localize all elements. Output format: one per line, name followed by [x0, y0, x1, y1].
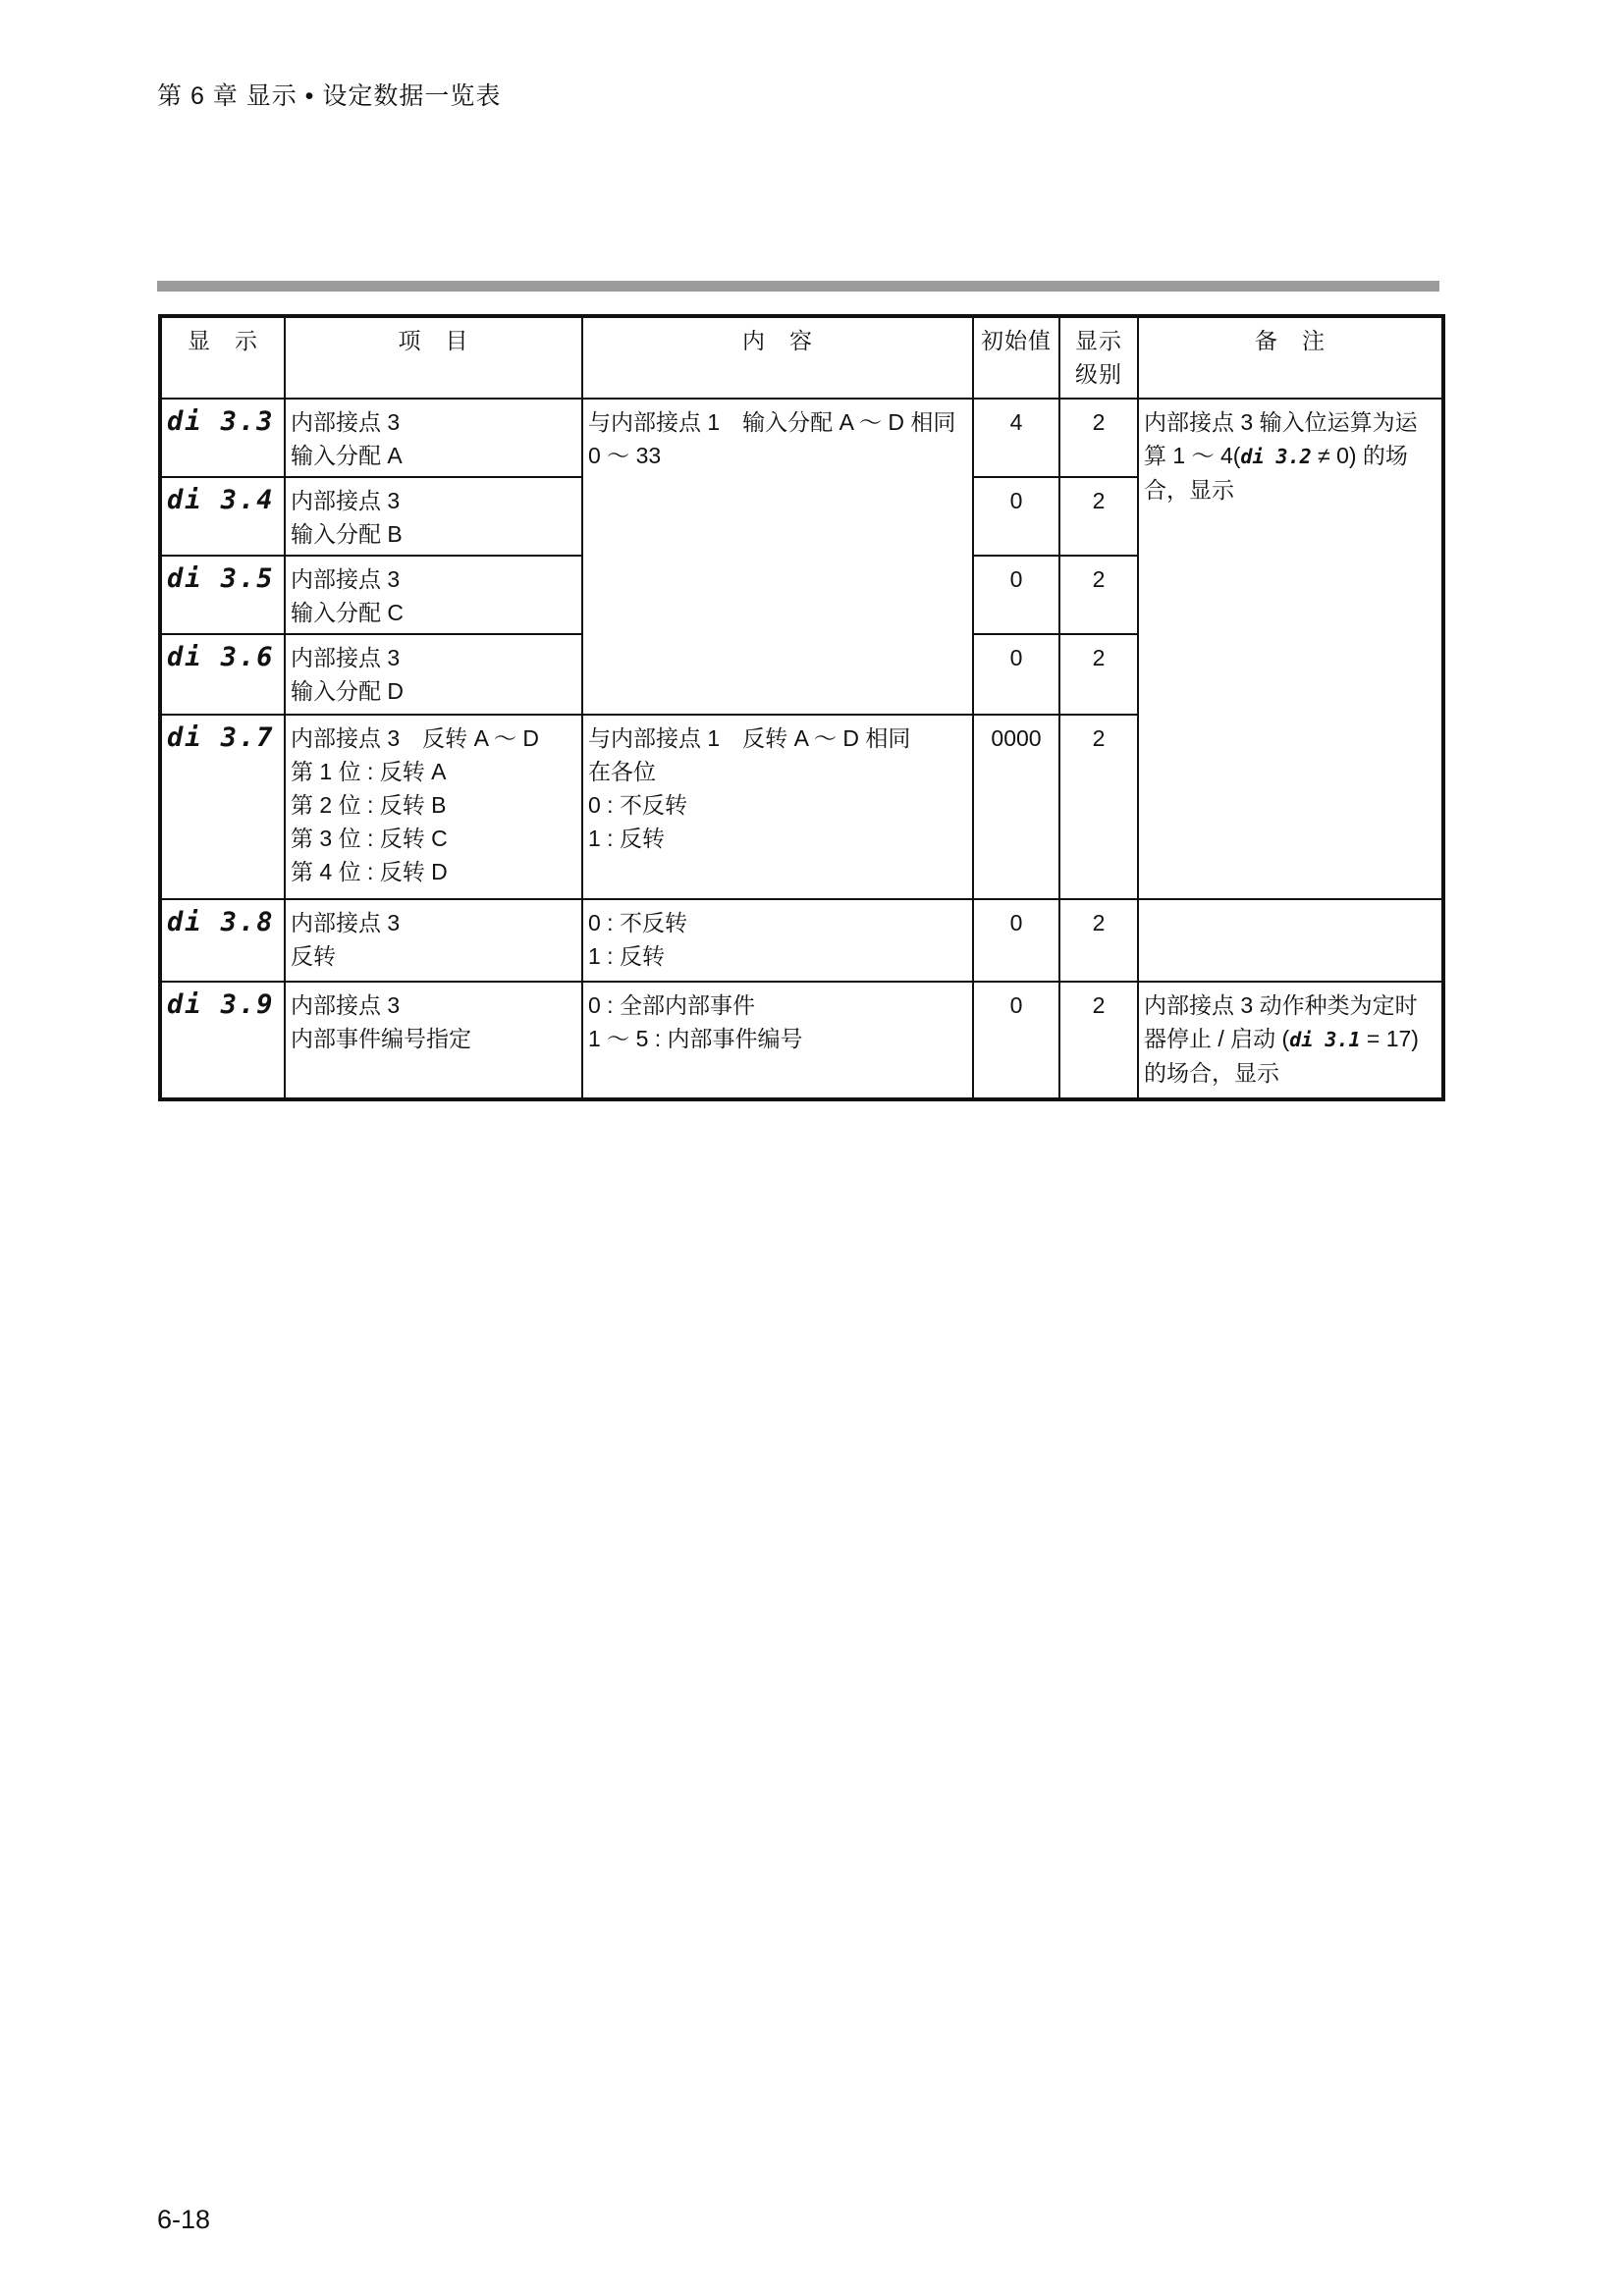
display-level-cell: 2	[1059, 982, 1138, 1099]
table-header-row	[160, 316, 1443, 399]
note-cell: 内部接点 3 动作种类为定时器停止 / 启动 (di 3.1 = 17) 的场合，显示	[1138, 982, 1443, 1099]
chapter-header: 第 6 章 显示 • 设定数据一览表	[157, 82, 502, 110]
table-row	[160, 899, 1443, 982]
initial-value-cell: 4	[973, 399, 1059, 477]
display-code: di 3.5	[160, 556, 285, 634]
page-number: 6-18	[157, 2205, 211, 2234]
item-cell: 内部接点 3 内部事件编号指定	[285, 982, 582, 1099]
content-cell: 与内部接点 1 反转 A ～ D 相同 在各位 0 : 不反转 1 : 反转	[582, 715, 973, 899]
settings-data-table	[158, 314, 1445, 1101]
display-level-cell: 2	[1059, 477, 1138, 556]
column-header-initial-value: 初始值	[973, 316, 1059, 399]
column-header-content: 内 容	[582, 316, 973, 399]
header-rule	[157, 281, 1439, 292]
display-code: di 3.4	[160, 477, 285, 556]
display-code: di 3.6	[160, 634, 285, 715]
display-level-cell: 2	[1059, 899, 1138, 982]
display-code: di 3.3	[160, 399, 285, 477]
display-code: di 3.8	[160, 899, 285, 982]
table-row	[160, 399, 1443, 477]
display-code: di 3.9	[160, 982, 285, 1099]
item-cell: 内部接点 3 输入分配 A	[285, 399, 582, 477]
initial-value-cell: 0	[973, 634, 1059, 715]
column-header-display-level: 显示 级别	[1059, 316, 1138, 399]
note-cell	[1138, 899, 1443, 982]
item-cell: 内部接点 3 反转	[285, 899, 582, 982]
item-cell: 内部接点 3 输入分配 B	[285, 477, 582, 556]
content-cell: 0 : 全部内部事件 1 ～ 5 : 内部事件编号	[582, 982, 973, 1099]
display-code: di 3.7	[160, 715, 285, 899]
initial-value-cell: 0	[973, 899, 1059, 982]
initial-value-cell: 0	[973, 477, 1059, 556]
display-level-cell: 2	[1059, 715, 1138, 899]
column-header-note: 备 注	[1138, 316, 1443, 399]
note-cell: 内部接点 3 输入位运算为运算 1 ～ 4(di 3.2 ≠ 0) 的场合，显示	[1138, 399, 1443, 899]
display-level-cell: 2	[1059, 556, 1138, 634]
column-header-item: 项 目	[285, 316, 582, 399]
content-cell: 0 : 不反转 1 : 反转	[582, 899, 973, 982]
initial-value-cell: 0	[973, 982, 1059, 1099]
column-header-display: 显 示	[160, 316, 285, 399]
display-level-cell: 2	[1059, 399, 1138, 477]
table-row	[160, 982, 1443, 1099]
display-level-cell: 2	[1059, 634, 1138, 715]
item-cell: 内部接点 3 输入分配 D	[285, 634, 582, 715]
initial-value-cell: 0	[973, 556, 1059, 634]
content-cell: 与内部接点 1 输入分配 A ～ D 相同 0 ～ 33	[582, 399, 973, 715]
item-cell: 内部接点 3 反转 A ～ D 第 1 位 : 反转 A 第 2 位 : 反转 B 第 3 位 : 反转 C 第 4 位 : 反转 D	[285, 715, 582, 899]
item-cell: 内部接点 3 输入分配 C	[285, 556, 582, 634]
initial-value-cell: 0000	[973, 715, 1059, 899]
